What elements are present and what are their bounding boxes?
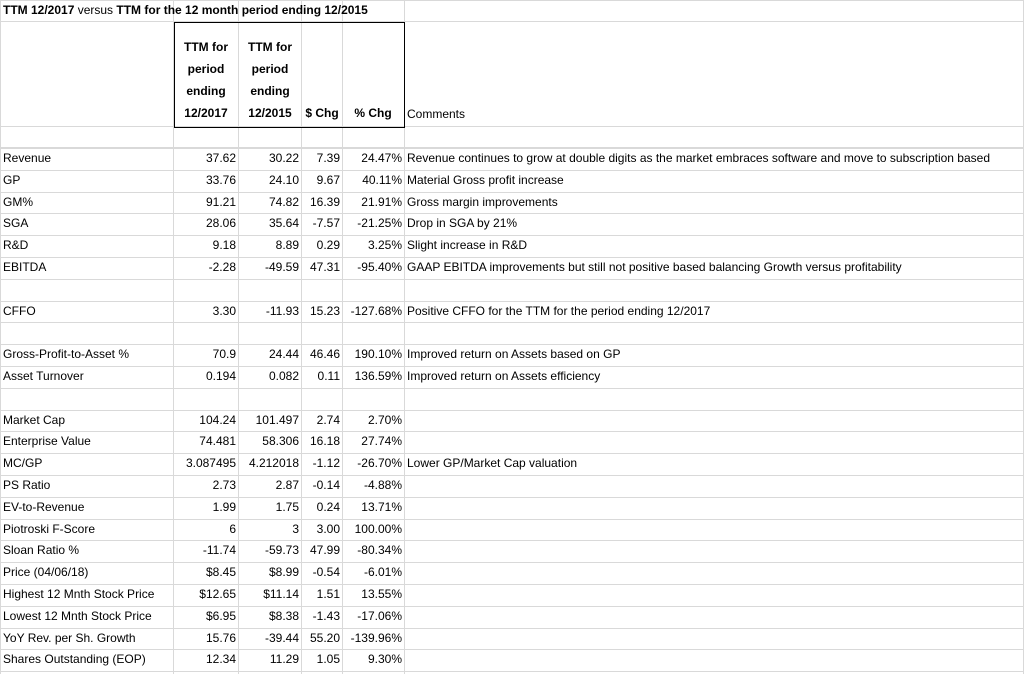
header-col-dollar-change[interactable]: $ Chg — [305, 106, 339, 120]
row-percent-change[interactable]: 13.55% — [361, 587, 402, 601]
row-percent-change[interactable]: -17.06% — [357, 609, 402, 623]
row-value-2015[interactable]: 4.212018 — [248, 456, 299, 470]
row-value-2015[interactable]: 101.497 — [255, 413, 299, 427]
row-value-2017[interactable]: 104.24 — [199, 413, 236, 427]
row-value-2017[interactable] — [174, 279, 236, 300]
row-dollar-change[interactable]: -1.12 — [312, 456, 340, 470]
row-label[interactable]: GP — [3, 173, 21, 187]
row-label[interactable]: Market Cap — [3, 413, 66, 427]
header-col-percent-change[interactable]: % Chg — [354, 106, 392, 120]
row-label[interactable]: EV-to-Revenue — [3, 500, 85, 514]
row-label[interactable]: Revenue — [3, 151, 52, 165]
row-comment[interactable]: Improved return on Assets efficiency — [407, 369, 601, 383]
row-label[interactable]: MC/GP — [3, 456, 43, 470]
row-percent-change[interactable] — [343, 388, 402, 409]
row-dollar-change[interactable]: 16.18 — [309, 434, 340, 448]
title-part-2: versus — [74, 3, 117, 17]
row-value-2015[interactable]: 24.44 — [268, 347, 299, 361]
row-value-2015[interactable]: 8.89 — [275, 238, 299, 252]
row-value-2017[interactable]: 28.06 — [205, 216, 236, 230]
row-value-2017[interactable]: 12.34 — [205, 652, 236, 666]
row-value-2015[interactable]: 35.64 — [268, 216, 299, 230]
row-percent-change[interactable]: 100.00% — [354, 522, 402, 536]
row-dollar-change[interactable]: -1.43 — [312, 609, 340, 623]
row-value-2015[interactable]: -39.44 — [264, 631, 299, 645]
row-percent-change[interactable]: -26.70% — [357, 456, 402, 470]
header-col2-line3: ending — [250, 84, 290, 98]
row-percent-change[interactable]: 24.47% — [361, 151, 402, 165]
row-value-2015[interactable] — [239, 279, 299, 300]
row-label[interactable] — [3, 322, 171, 343]
row-label[interactable]: SGA — [3, 216, 29, 230]
header-col1-line3: ending — [186, 84, 226, 98]
row-percent-change[interactable]: -4.88% — [363, 478, 402, 492]
row-percent-change[interactable]: 2.70% — [367, 413, 402, 427]
row-value-2017[interactable]: -11.74 — [202, 543, 236, 557]
row-percent-change[interactable]: -80.34% — [357, 543, 402, 557]
row-dollar-change[interactable]: 46.46 — [309, 347, 340, 361]
row-value-2017[interactable]: 3.087495 — [185, 456, 236, 470]
row-comment[interactable]: Slight increase in R&D — [407, 238, 528, 252]
row-percent-change[interactable]: 13.71% — [361, 500, 402, 514]
row-label[interactable]: Piotroski F-Score — [3, 522, 96, 536]
row-label[interactable]: GM% — [3, 195, 33, 209]
row-comment[interactable]: Gross margin improvements — [407, 195, 558, 209]
row-dollar-change[interactable]: 47.99 — [309, 543, 340, 557]
row-dollar-change[interactable] — [302, 322, 340, 343]
row-value-2017[interactable]: 33.76 — [205, 173, 236, 187]
row-dollar-change[interactable]: 0.24 — [316, 500, 340, 514]
row-gridline — [0, 126, 1024, 127]
row-dollar-change[interactable]: 9.67 — [316, 173, 340, 187]
header-col-comments[interactable]: Comments — [407, 107, 466, 121]
header-col1-line4: 12/2017 — [184, 106, 228, 120]
header-col1-line2: period — [187, 62, 225, 76]
row-percent-change[interactable]: -21.25% — [357, 216, 402, 230]
row-percent-change[interactable] — [343, 322, 402, 343]
row-percent-change[interactable]: -6.01% — [363, 565, 402, 579]
row-comment[interactable]: Material Gross profit increase — [407, 173, 564, 187]
row-dollar-change[interactable]: 16.39 — [309, 195, 340, 209]
row-value-2017[interactable]: 37.62 — [205, 151, 236, 165]
row-value-2015[interactable]: 74.82 — [268, 195, 299, 209]
row-dollar-change[interactable]: 0.11 — [317, 369, 340, 383]
row-value-2015[interactable]: -49.59 — [264, 260, 299, 274]
row-percent-change[interactable]: -139.96% — [350, 631, 402, 645]
row-dollar-change[interactable] — [302, 388, 340, 409]
row-label[interactable]: Price (04/06/18) — [3, 565, 89, 579]
row-label[interactable]: Sloan Ratio % — [3, 543, 80, 557]
row-value-2017[interactable]: 74.481 — [199, 434, 236, 448]
row-dollar-change[interactable]: 2.74 — [316, 413, 340, 427]
row-value-2015[interactable]: 58.306 — [262, 434, 299, 448]
header-col2-line1: TTM for — [248, 40, 292, 54]
row-percent-change[interactable]: -127.68% — [350, 304, 402, 318]
row-dollar-change[interactable]: 3.00 — [316, 522, 340, 536]
row-dollar-change[interactable]: 1.05 — [316, 652, 340, 666]
row-value-2015[interactable]: 2.87 — [275, 478, 299, 492]
row-label[interactable]: Shares Outstanding (EOP) — [3, 652, 146, 666]
row-label[interactable]: Highest 12 Mnth Stock Price — [3, 587, 155, 601]
row-value-2017[interactable]: 91.21 — [205, 195, 236, 209]
row-value-2017[interactable]: 15.76 — [205, 631, 236, 645]
row-value-2017[interactable]: 2.73 — [212, 478, 236, 492]
row-value-2017[interactable]: $12.65 — [199, 587, 236, 601]
row-value-2017[interactable] — [174, 388, 236, 409]
title-part-3: TTM for the 12 month period ending 12/2015 — [116, 3, 368, 17]
row-label[interactable]: Enterprise Value — [3, 434, 91, 448]
header-col-ttm-2015[interactable] — [239, 36, 301, 124]
row-label[interactable]: Gross-Profit-to-Asset % — [3, 347, 130, 361]
row-value-2015[interactable]: 24.10 — [268, 173, 299, 187]
row-value-2017[interactable]: $6.95 — [205, 609, 236, 623]
row-percent-change[interactable]: 190.10% — [354, 347, 402, 361]
row-gridline — [0, 671, 1024, 672]
row-value-2015[interactable]: $11.14 — [263, 587, 299, 601]
row-value-2017[interactable]: $8.45 — [205, 565, 236, 579]
row-percent-change[interactable]: 21.91% — [361, 195, 402, 209]
row-comment[interactable]: Lower GP/Market Cap valuation — [407, 456, 578, 470]
row-label[interactable] — [3, 388, 171, 409]
row-dollar-change[interactable]: 47.31 — [309, 260, 340, 274]
row-comment[interactable]: Positive CFFO for the TTM for the period ending 12/2017 — [407, 304, 711, 318]
row-value-2015[interactable]: -59.73 — [264, 543, 299, 557]
row-comment[interactable]: Revenue continues to grow at double digits as the market embraces software and move to subscription based — [407, 151, 990, 165]
row-gridline — [0, 21, 1024, 22]
row-label[interactable]: CFFO — [3, 304, 36, 318]
row-label[interactable]: PS Ratio — [3, 478, 51, 492]
row-value-2017[interactable]: 3.30 — [212, 304, 236, 318]
row-value-2015[interactable]: -11.93 — [265, 304, 299, 318]
header-col2-line2: period — [251, 62, 289, 76]
row-comment[interactable]: Improved return on Assets based on GP — [407, 347, 621, 361]
row-label[interactable]: YoY Rev. per Sh. Growth — [3, 631, 136, 645]
row-percent-change[interactable]: 27.74% — [361, 434, 402, 448]
row-value-2017[interactable]: 1.99 — [212, 500, 236, 514]
row-value-2015[interactable]: $8.38 — [268, 609, 299, 623]
header-col2-line4: 12/2015 — [248, 106, 292, 120]
row-value-2015[interactable] — [239, 388, 299, 409]
row-percent-change[interactable]: 136.59% — [354, 369, 402, 383]
row-percent-change[interactable] — [343, 279, 402, 300]
row-dollar-change[interactable]: 55.20 — [309, 631, 340, 645]
row-label[interactable]: EBITDA — [3, 260, 47, 274]
row-dollar-change[interactable] — [302, 279, 340, 300]
sheet-title[interactable] — [3, 0, 368, 21]
title-part-1: TTM 12/2017 — [3, 3, 75, 17]
row-value-2015[interactable]: 0.082 — [268, 369, 299, 383]
row-value-2017[interactable]: 6 — [229, 522, 236, 536]
row-value-2017[interactable]: -2.28 — [208, 260, 236, 274]
row-value-2015[interactable]: 30.22 — [268, 151, 299, 165]
row-value-2015[interactable]: 1.75 — [275, 500, 299, 514]
header-col1-line1: TTM for — [184, 40, 228, 54]
row-percent-change[interactable]: 9.30% — [367, 652, 402, 666]
row-value-2017[interactable] — [174, 322, 236, 343]
row-value-2017[interactable]: 9.18 — [212, 238, 236, 252]
row-value-2015[interactable]: $8.99 — [268, 565, 299, 579]
row-comment[interactable]: GAAP EBITDA improvements but still not positive based balancing Growth versus profitability — [407, 260, 902, 274]
row-dollar-change[interactable]: -0.54 — [312, 565, 340, 579]
row-dollar-change[interactable]: -0.14 — [312, 478, 340, 492]
row-dollar-change[interactable]: 1.51 — [316, 587, 340, 601]
column-gridline — [0, 0, 1, 674]
row-label[interactable]: Lowest 12 Mnth Stock Price — [3, 609, 152, 623]
row-percent-change[interactable]: -95.40% — [357, 260, 402, 274]
row-comment[interactable]: Drop in SGA by 21% — [407, 216, 518, 230]
row-value-2015[interactable] — [239, 322, 299, 343]
row-value-2017[interactable]: 70.9 — [212, 347, 236, 361]
row-label[interactable]: R&D — [3, 238, 29, 252]
row-dollar-change[interactable]: -7.57 — [312, 216, 340, 230]
row-dollar-change[interactable]: 0.29 — [316, 238, 340, 252]
header-col-ttm-2017[interactable] — [174, 36, 238, 124]
row-label[interactable]: Asset Turnover — [3, 369, 84, 383]
row-percent-change[interactable]: 3.25% — [367, 238, 402, 252]
row-dollar-change[interactable]: 7.39 — [316, 151, 340, 165]
row-value-2015[interactable]: 3 — [292, 522, 299, 536]
row-value-2015[interactable]: 11.29 — [269, 652, 299, 666]
row-value-2017[interactable]: 0.194 — [205, 369, 236, 383]
row-percent-change[interactable]: 40.11% — [362, 173, 402, 187]
row-dollar-change[interactable]: 15.23 — [309, 304, 340, 318]
row-label[interactable] — [3, 279, 171, 300]
